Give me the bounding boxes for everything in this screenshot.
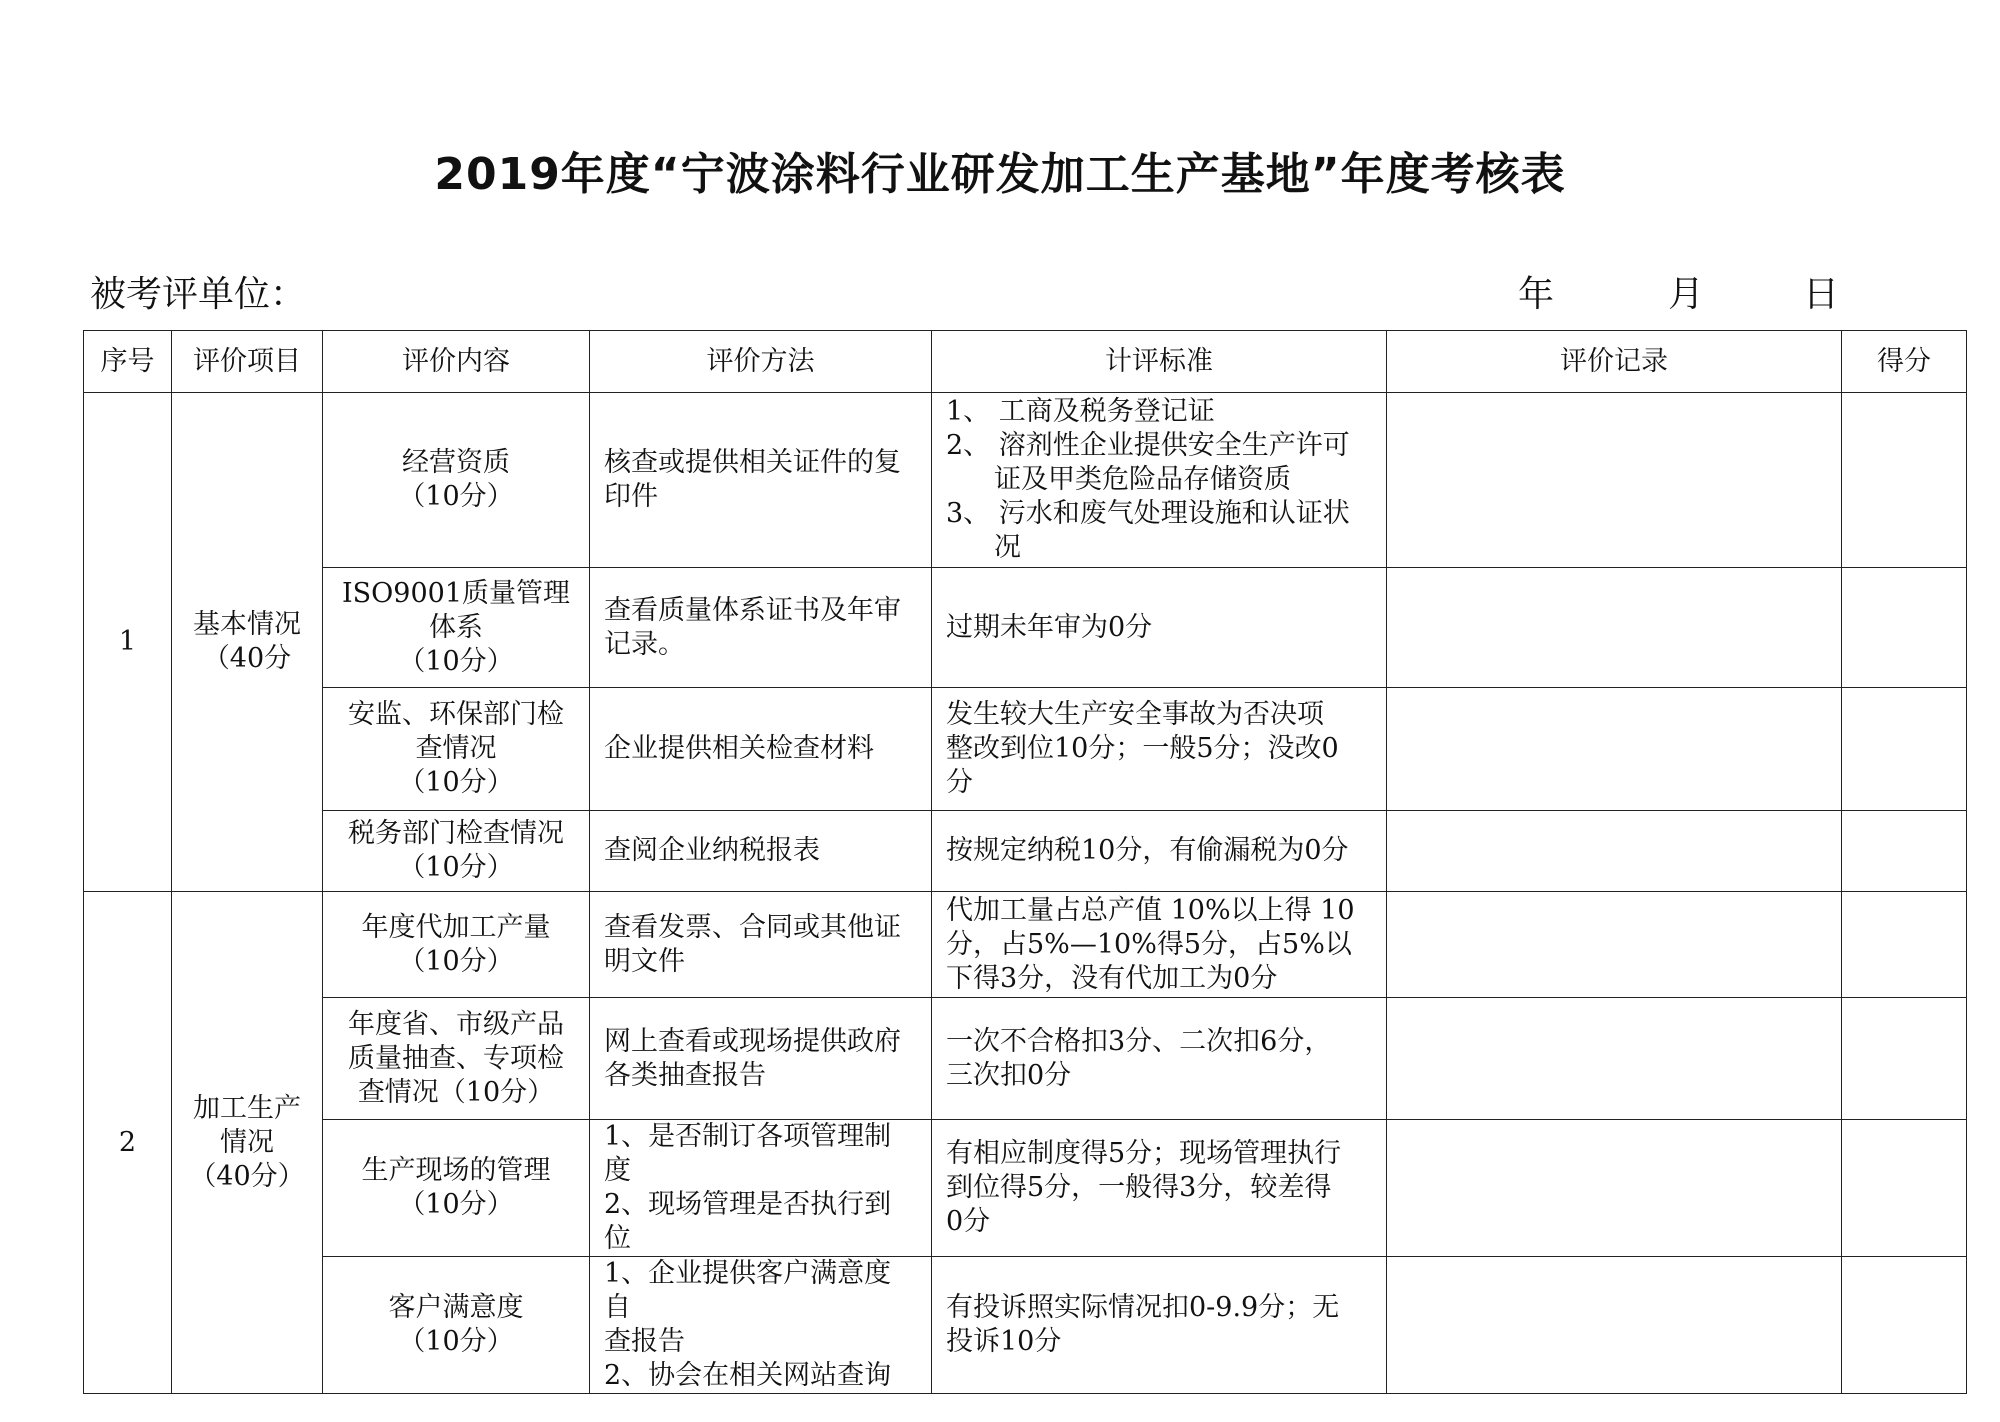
content-cell: 经营资质 （10分） <box>323 393 590 568</box>
content-cell: 安监、环保部门检 查情况 （10分） <box>323 688 590 811</box>
score-cell[interactable] <box>1842 998 1967 1120</box>
group-no-cell: 2 <box>84 892 172 1394</box>
content-cell: 税务部门检查情况 （10分） <box>323 811 590 892</box>
record-cell[interactable] <box>1387 998 1842 1120</box>
content-cell: 生产现场的管理 （10分） <box>323 1120 590 1257</box>
method-cell: 查看质量体系证书及年审 记录。 <box>590 568 932 688</box>
table-row <box>84 811 1967 892</box>
header-row <box>84 331 1967 393</box>
method-cell: 核查或提供相关证件的复 印件 <box>590 393 932 568</box>
method-cell: 网上查看或现场提供政府 各类抽查报告 <box>590 998 932 1120</box>
method-cell: 查阅企业纳税报表 <box>590 811 932 892</box>
table-row <box>84 688 1967 811</box>
header-method: 评价方法 <box>590 331 932 393</box>
table-row <box>84 1257 1967 1394</box>
record-cell[interactable] <box>1387 393 1842 568</box>
criteria-cell: 发生较大生产安全事故为否决项 整改到位10分；一般5分；没改0 分 <box>932 688 1387 811</box>
evaluated-unit-label: 被考评单位： <box>90 274 307 315</box>
header-item: 评价项目 <box>172 331 323 393</box>
method-cell: 企业提供相关检查材料 <box>590 688 932 811</box>
criteria-cell: 一次不合格扣3分、二次扣6分， 三次扣0分 <box>932 998 1387 1120</box>
date-day-label: 日 <box>1803 274 1840 315</box>
header-criteria: 计评标准 <box>932 331 1387 393</box>
date-month-label: 月 <box>1668 274 1705 315</box>
record-cell[interactable] <box>1387 1257 1842 1394</box>
table-row <box>84 1120 1967 1257</box>
record-cell[interactable] <box>1387 1120 1842 1257</box>
table-row <box>84 892 1967 998</box>
header-content: 评价内容 <box>323 331 590 393</box>
header-record: 评价记录 <box>1387 331 1842 393</box>
group-item-cell: 加工生产 情况 （40分） <box>172 892 323 1394</box>
content-cell: 年度代加工产量 （10分） <box>323 892 590 998</box>
date-year-label: 年 <box>1518 274 1555 315</box>
method-cell: 1、是否制订各项管理制度 2、现场管理是否执行到位 <box>590 1120 932 1257</box>
criteria-cell: 过期未年审为0分 <box>932 568 1387 688</box>
score-cell[interactable] <box>1842 811 1967 892</box>
content-cell: 客户满意度 （10分） <box>323 1257 590 1394</box>
table-row <box>84 393 1967 568</box>
method-cell: 查看发票、合同或其他证 明文件 <box>590 892 932 998</box>
score-cell[interactable] <box>1842 892 1967 998</box>
score-cell[interactable] <box>1842 1257 1967 1394</box>
record-cell[interactable] <box>1387 811 1842 892</box>
record-cell[interactable] <box>1387 568 1842 688</box>
criteria-cell: 有相应制度得5分；现场管理执行 到位得5分，一般得3分，较差得 0分 <box>932 1120 1387 1257</box>
score-cell[interactable] <box>1842 1120 1967 1257</box>
criteria-cell: 代加工量占总产值 10%以上得 10 分，占5%—10%得5分，占5%以 下得3分，没有代加工为0分 <box>932 892 1387 998</box>
document-title: 2019年度“宁波涂料行业研发加工生产基地”年度考核表 <box>434 149 1566 200</box>
content-cell: ISO9001质量管理 体系 （10分） <box>323 568 590 688</box>
score-cell[interactable] <box>1842 393 1967 568</box>
assessment-table <box>83 330 1967 1394</box>
criteria-cell: 按规定纳税10分，有偷漏税为0分 <box>932 811 1387 892</box>
content-cell: 年度省、市级产品 质量抽查、专项检 查情况（10分） <box>323 998 590 1120</box>
record-cell[interactable] <box>1387 688 1842 811</box>
table-row <box>84 568 1967 688</box>
score-cell[interactable] <box>1842 688 1967 811</box>
criteria-cell: 1、 工商及税务登记证 2、 溶剂性企业提供安全生产许可 证及甲类危险品存储资质 3、 污水和废气处理设施和认证状 况 <box>932 393 1387 568</box>
header-no: 序号 <box>84 331 172 393</box>
table-row <box>84 998 1967 1120</box>
group-no-cell: 1 <box>84 393 172 892</box>
header-score: 得分 <box>1842 331 1967 393</box>
score-cell[interactable] <box>1842 568 1967 688</box>
criteria-cell: 有投诉照实际情况扣0-9.9分；无 投诉10分 <box>932 1257 1387 1394</box>
group-item-cell: 基本情况 （40分 <box>172 393 323 892</box>
method-cell: 1、企业提供客户满意度自 查报告 2、协会在相关网站查询 <box>590 1257 932 1394</box>
record-cell[interactable] <box>1387 892 1842 998</box>
